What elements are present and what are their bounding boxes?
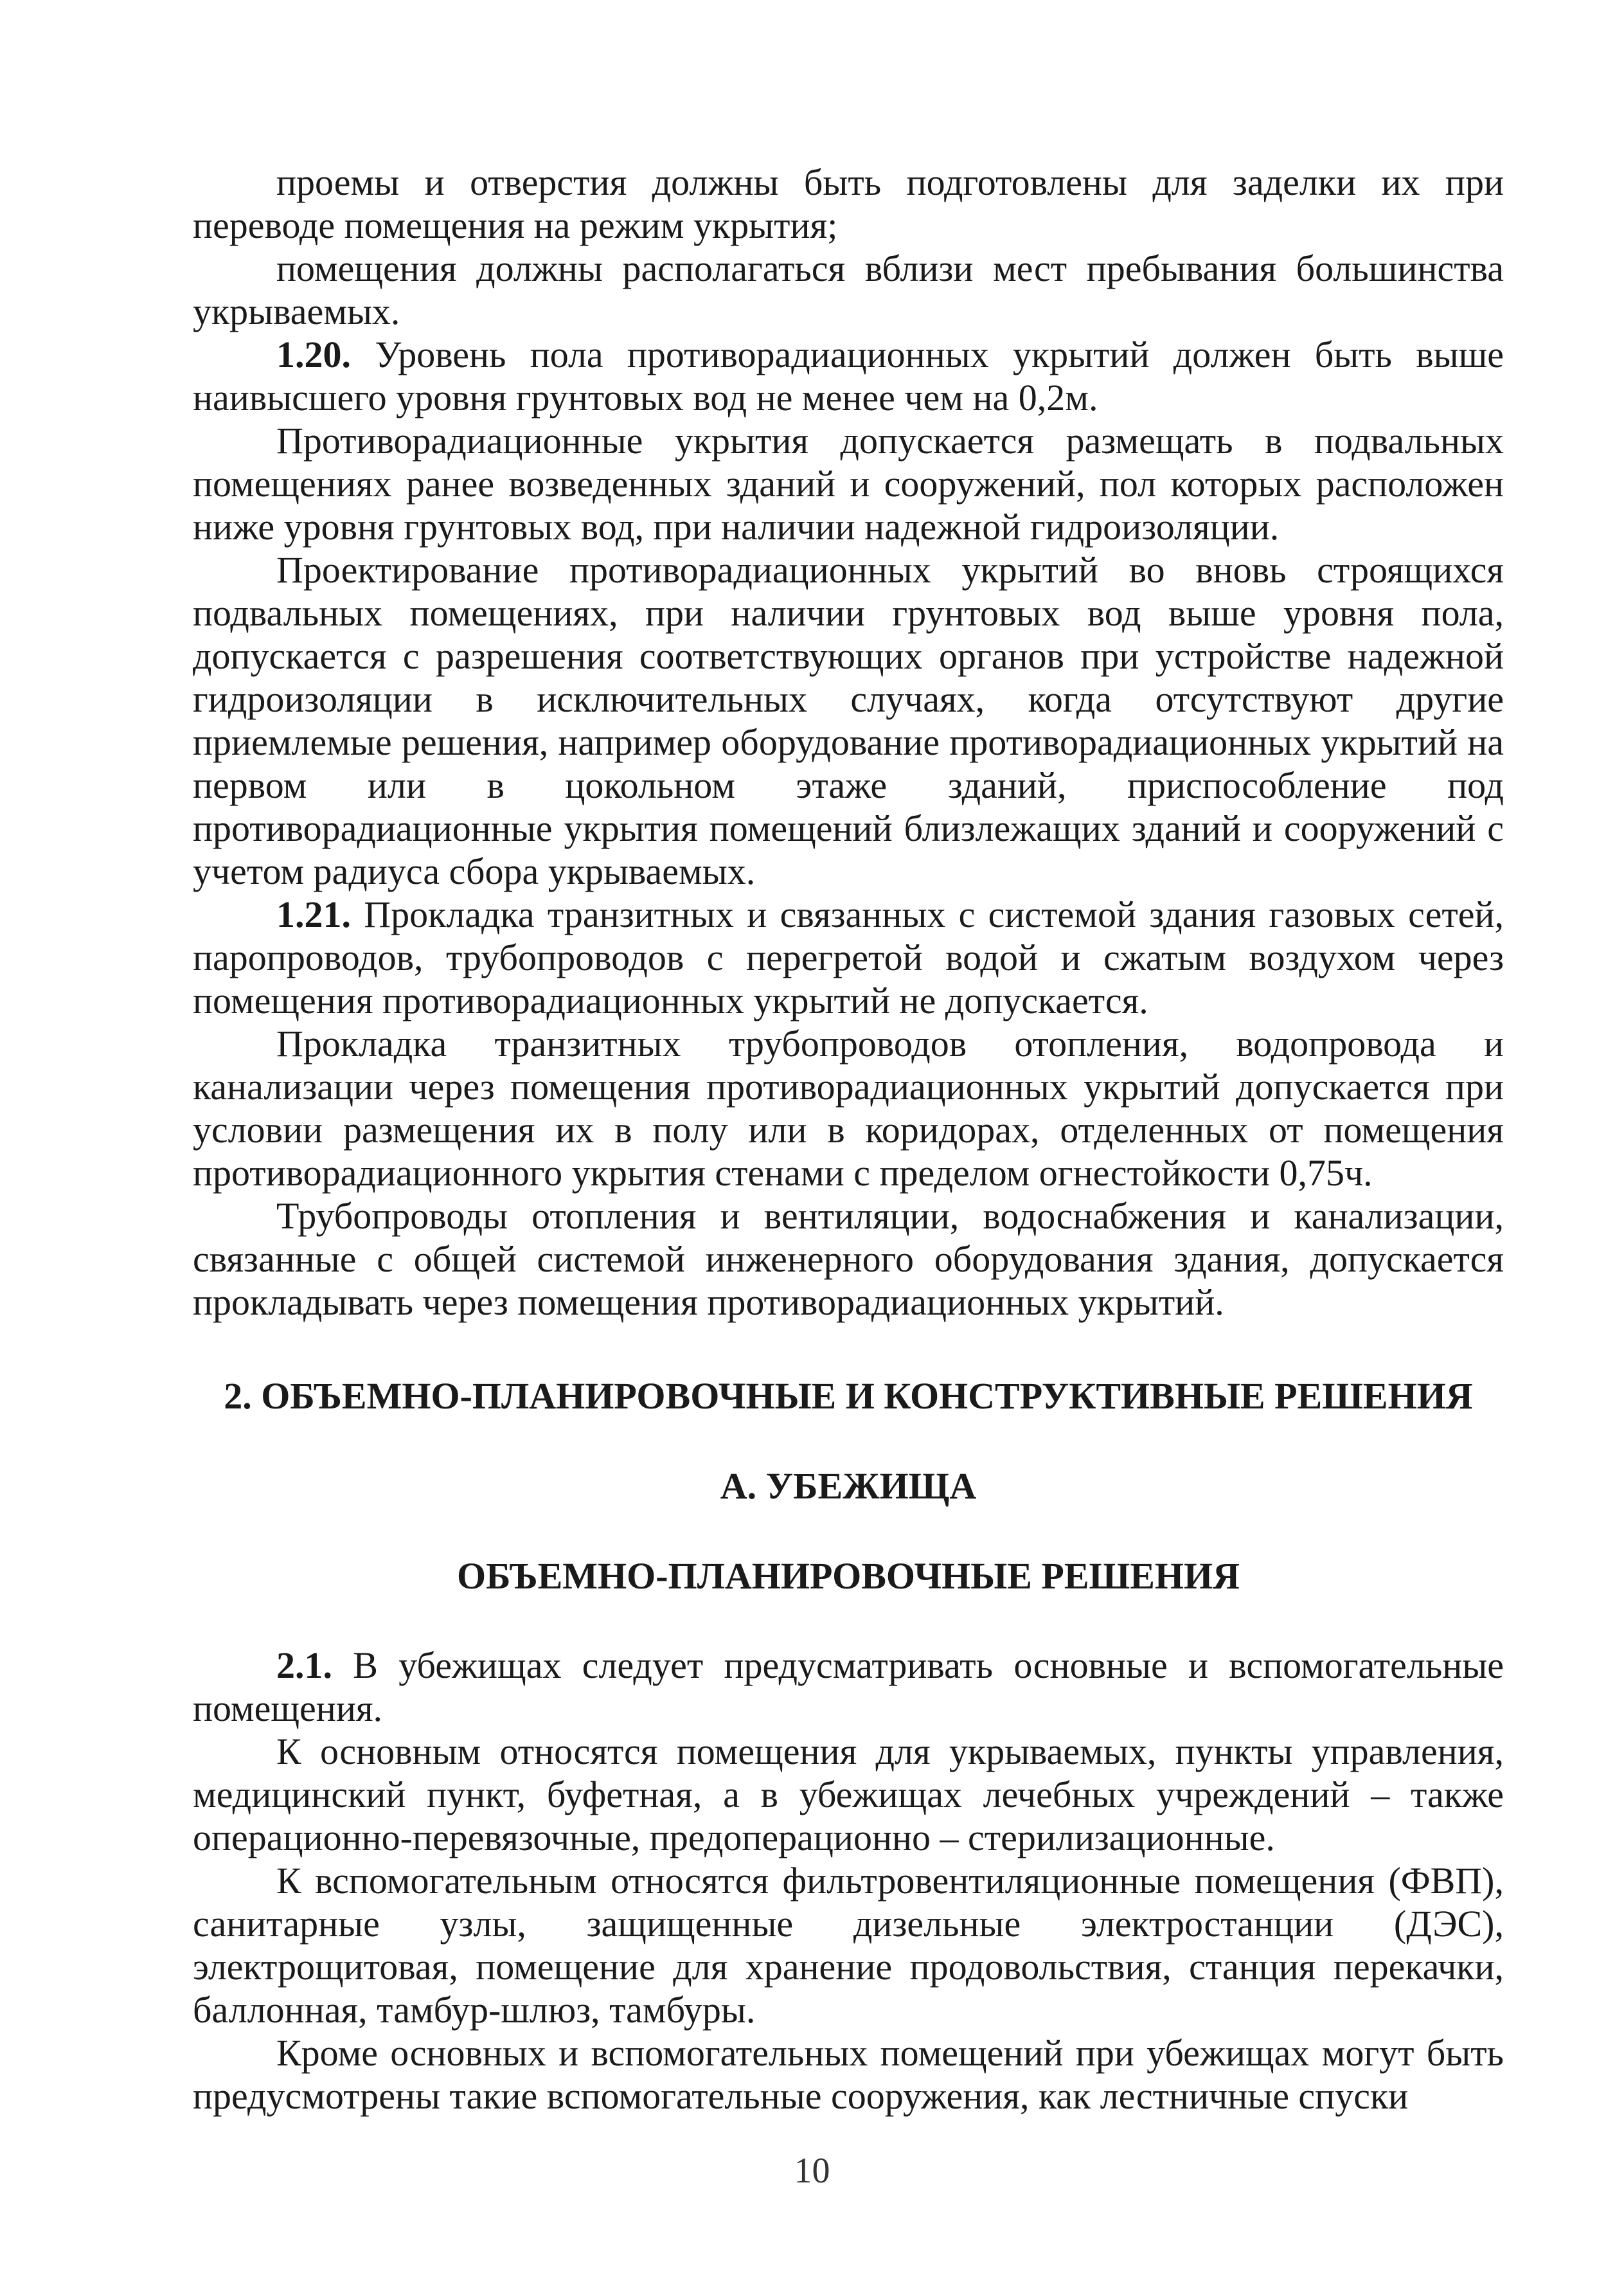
clause-text: Уровень пола противорадиационных укрытий должен быть выше наивысшего уровня грунтовых вод не менее чем на 0,2м. bbox=[193, 334, 1504, 418]
clause-number: 1.21. bbox=[276, 894, 351, 935]
paragraph: помещения должны располагаться вблизи мест пребывания большинства укрываемых. bbox=[193, 247, 1504, 332]
paragraph-2-1 bbox=[193, 1644, 1504, 1730]
section-heading: 2. ОБЪЕМНО-ПЛАНИРОВОЧНЫЕ И КОНСТРУКТИВНЫЕ РЕШЕНИЯ bbox=[224, 1375, 1473, 1417]
subsection-heading: А. УБЕЖИЩА bbox=[720, 1465, 977, 1507]
paragraph: К основным относятся помещения для укрываемых, пункты управления, медицинский пункт, буфетная, а в убежищах лечебных учреждений – также операционно-перевязочные, предоперационно – стерилизационные. bbox=[193, 1731, 1504, 1858]
clause-text: Прокладка транзитных и связанных с системой здания газовых сетей, паропроводов, трубопроводов с перегретой водой и сжатым воздухом через помещения противорадиационных укрытий не допускается. bbox=[193, 894, 1504, 1021]
paragraph: Трубопроводы отопления и вентиляции, водоснабжения и канализации, связанные с общей системой инженерного оборудования здания, допускается прокладывать через помещения противорадиационных укрытий. bbox=[193, 1195, 1504, 1323]
page-number: 10 bbox=[794, 2151, 830, 2191]
clause-number: 1.20. bbox=[276, 334, 351, 375]
paragraph: Кроме основных и вспомогательных помещений при убежищах могут быть предусмотрены такие вспомогательные сооружения, как лестничные спуски bbox=[193, 2032, 1504, 2117]
document-page bbox=[193, 161, 1504, 2118]
clause-number: 2.1. bbox=[276, 1644, 332, 1686]
clause-text: В убежищах следует предусматривать основные и вспомогательные помещения. bbox=[193, 1644, 1504, 1729]
paragraph: Проектирование противорадиационных укрытий во вновь строящихся подвальных помещениях, при наличии грунтовых вод выше уровня пола, допускается с разрешения соответствующих органов при устройстве надежной гидроизоляции в исключительных случаях, когда отсутствуют другие приемлемые решения, например оборудование противорадиационных укрытий на первом или в цокольном этаже зданий, приспособление под противорадиационные укрытия помещений близлежащих зданий и сооружений с учетом радиуса сбора укрываемых. bbox=[193, 549, 1504, 892]
section-body bbox=[193, 1644, 1504, 2118]
subsection-title: ОБЪЕМНО-ПЛАНИРОВОЧНЫЕ РЕШЕНИЯ bbox=[456, 1555, 1240, 1597]
paragraph: проемы и отверстия должны быть подготовлены для заделки их при переводе помещения на режим укрытия; bbox=[193, 161, 1504, 246]
paragraph-1-21 bbox=[193, 893, 1504, 1022]
paragraph: К вспомогательным относятся фильтровентиляционные помещения (ФВП), санитарные узлы, защищенные дизельные электростанции (ДЭС), электрощитовая, помещение для хранение продовольствия, станция перекачки, баллонная, тамбур-шлюз, тамбуры. bbox=[193, 1860, 1504, 2031]
paragraph: Прокладка транзитных трубопроводов отопления, водопровода и канализации через помещения противорадиационных укрытий допускается при условии размещения их в полу или в коридорах, отделенных от помещения противорадиационного укрытия стенами с пределом огнестойкости 0,75ч. bbox=[193, 1023, 1504, 1194]
paragraph: Противорадиационные укрытия допускается размещать в подвальных помещениях ранее возведенных зданий и сооружений, пол которых расположен ниже уровня грунтовых вод, при наличии надежной гидроизоляции. bbox=[193, 420, 1504, 548]
paragraph-1-20 bbox=[193, 333, 1504, 419]
